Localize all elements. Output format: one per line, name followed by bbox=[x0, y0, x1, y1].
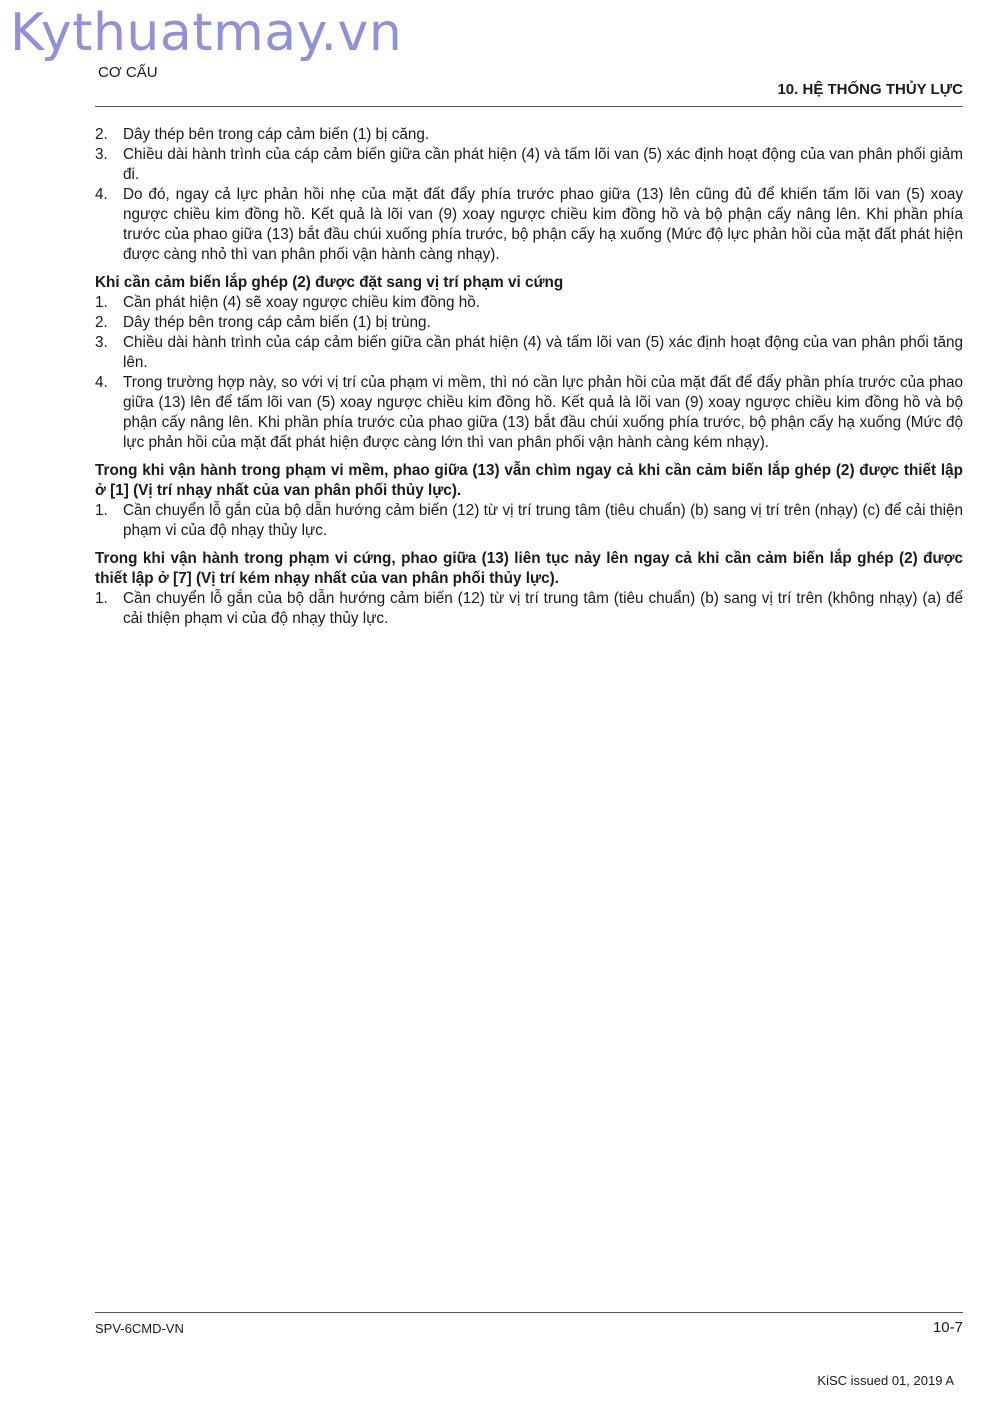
header-chapter-title: 10. HỆ THỐNG THỦY LỰC bbox=[777, 81, 963, 98]
list-text: Trong trường hợp này, so với vị trí của phạm vi mềm, thì nó cần lực phản hồi của mặt đất để đẩy phần phía trước của phao giữa (13) lên để tấm lõi van (5) xoay ngược chiều kim đồng hồ. Kết quả là lõi van (9) xoay ngược chiều kim đồng hồ và bộ phận cấy nâng lên. Khi phần phía trước của phao giữa (13) bắt đầu chúi xuống phía trước, bộ phận cấy hạ xuống (Mức độ lực phản hồi của mặt đất phát hiện được càng lớn thì van phân phối vận hành càng kém nhạy). bbox=[123, 374, 963, 451]
footer-page-number: 10-7 bbox=[932, 1319, 963, 1336]
list-text: Dây thép bên trong cáp cảm biến (1) bị trùng. bbox=[123, 314, 431, 331]
list-number: 1. bbox=[95, 590, 108, 607]
list-block-4 bbox=[95, 589, 963, 629]
footer-issued-note: KiSC issued 01, 2019 A bbox=[817, 1373, 954, 1388]
list-block-2 bbox=[95, 293, 963, 453]
list-number: 4. bbox=[95, 374, 108, 391]
list-text: Do đó, ngay cả lực phản hồi nhẹ của mặt đất đẩy phía trước phao giữa (13) lên cũng đủ để khiến tấm lõi van (5) xoay ngược chiều kim đồng hồ. Kết quả là lõi van (9) xoay ngược chiều kim đồng hồ và bộ phận cấy nâng lên. Khi phần phía trước của phao giữa (13) bắt đầu chúi xuống phía trước, bộ phận cấy hạ xuống (Mức độ lực phản hồi của mặt đất phát hiện được càng nhỏ thì van phân phối vận hành càng nhạy). bbox=[123, 186, 964, 263]
list-block-1 bbox=[95, 125, 963, 265]
footer-divider bbox=[95, 1312, 963, 1313]
list-text: Cần phát hiện (4) sẽ xoay ngược chiều kim đồng hồ. bbox=[123, 294, 481, 311]
list-item bbox=[95, 501, 963, 541]
list-number: 1. bbox=[95, 294, 108, 311]
header-divider bbox=[95, 106, 963, 107]
list-text: Dây thép bên trong cáp cảm biến (1) bị căng. bbox=[123, 126, 430, 143]
list-number: 3. bbox=[95, 146, 108, 163]
section-heading-hard-range: Khi cần cảm biến lắp ghép (2) được đặt sang vị trí phạm vi cứng bbox=[95, 274, 564, 291]
list-number: 3. bbox=[95, 334, 108, 351]
list-item bbox=[95, 589, 963, 629]
list-item bbox=[95, 293, 963, 313]
list-item bbox=[95, 185, 963, 265]
section-heading-hard-range-bouncing: Trong khi vận hành trong phạm vi cứng, phao giữa (13) liên tục nảy lên ngay cả khi cần cảm biến lắp ghép (2) được thiết lập ở [7] (Vị trí kém nhạy nhất của van phân phối thủy lực). bbox=[95, 550, 963, 587]
list-text: Cần chuyển lỗ gắn của bộ dẫn hướng cảm biến (12) từ vị trí trung tâm (tiêu chuẩn) (b) sang vị trí trên (nhạy) (c) để cải thiện phạm vi của độ nhạy thủy lực. bbox=[123, 502, 963, 539]
list-number: 2. bbox=[95, 126, 108, 143]
list-item bbox=[95, 373, 963, 453]
list-number: 2. bbox=[95, 314, 108, 331]
list-item bbox=[95, 333, 963, 373]
list-item bbox=[95, 145, 963, 185]
footer-doc-code: SPV-6CMD-VN bbox=[95, 1321, 184, 1336]
list-text: Chiều dài hành trình của cáp cảm biến giữa cần phát hiện (4) và tấm lõi van (5) xác định hoạt động của van phân phối tăng lên. bbox=[123, 334, 963, 371]
list-block-3 bbox=[95, 501, 963, 541]
watermark-logo: Kythuatmay.vn bbox=[10, 3, 403, 63]
list-item bbox=[95, 125, 963, 145]
document-body bbox=[95, 125, 963, 629]
list-text: Chiều dài hành trình của cáp cảm biến giữa cần phát hiện (4) và tấm lõi van (5) xác định hoạt động của van phân phối giảm đi. bbox=[123, 146, 963, 183]
list-text: Cần chuyển lỗ gắn của bộ dẫn hướng cảm biến (12) từ vị trí trung tâm (tiêu chuẩn) (b) sang vị trí trên (không nhạy) (a) để cải thiện phạm vi của độ nhạy thủy lực. bbox=[123, 590, 963, 627]
list-number: 1. bbox=[95, 502, 108, 519]
list-item bbox=[95, 313, 963, 333]
list-number: 4. bbox=[95, 186, 108, 203]
header-section-title: CƠ CẤU bbox=[98, 64, 158, 81]
section-heading-soft-range-sinking: Trong khi vận hành trong phạm vi mềm, phao giữa (13) vẫn chìm ngay cả khi cần cảm biến lắp ghép (2) được thiết lập ở [1] (Vị trí nhạy nhất của van phân phối thủy lực). bbox=[95, 462, 963, 499]
